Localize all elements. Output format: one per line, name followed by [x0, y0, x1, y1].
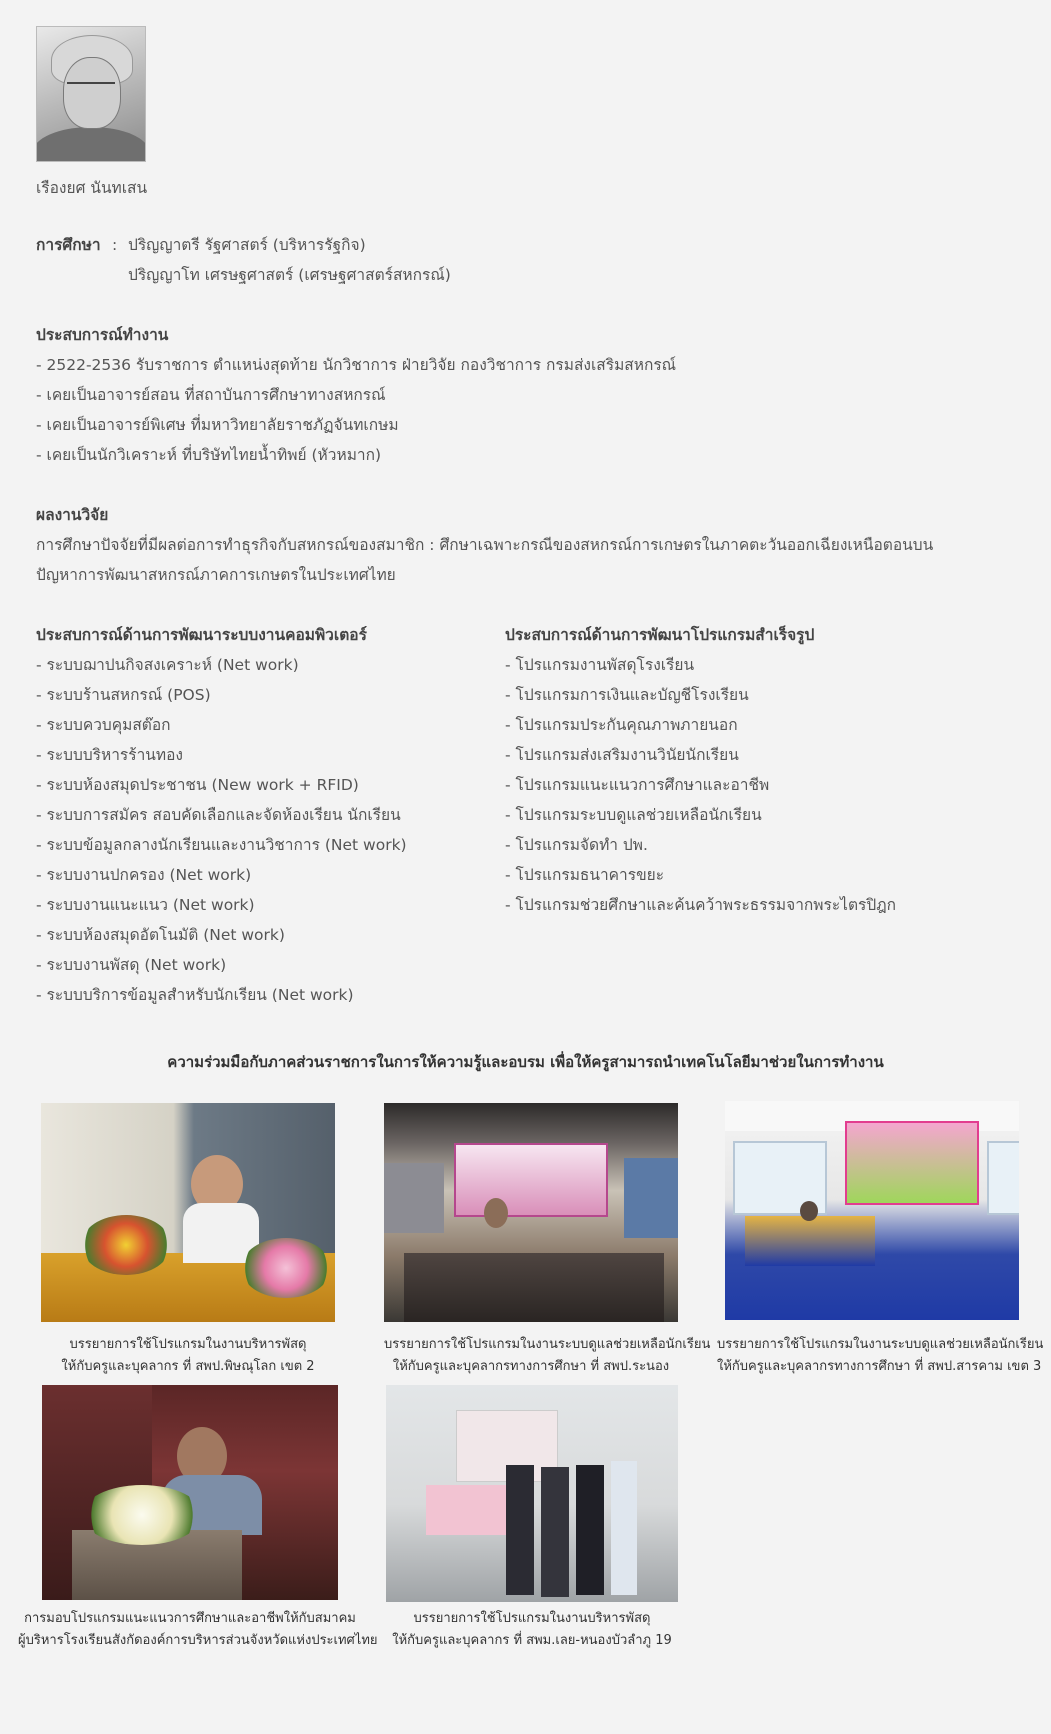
caption-line: บรรยายการใช้โปรแกรมในงานระบบดูแลช่วยเหลือนักเรียน	[384, 1337, 711, 1352]
list-item: - โปรแกรมส่งเสริมงานวินัยนักเรียน	[505, 746, 739, 764]
list-item: - ระบบบริการข้อมูลสำหรับนักเรียน (Net work)	[36, 986, 354, 1004]
caption-line: บรรยายการใช้โปรแกรมในงานบริหารพัสดุ	[69, 1337, 307, 1352]
education-row	[36, 260, 1026, 290]
list-item: - ระบบร้านสหกรณ์ (POS)	[36, 686, 211, 704]
list-item: - ระบบฌาปนกิจสงเคราะห์ (Net work)	[36, 656, 299, 674]
photo-caption	[717, 1334, 1044, 1378]
list-item: - ระบบควบคุมสต๊อก	[36, 716, 171, 734]
list-item: - ระบบการสมัคร สอบคัดเลือกและจัดห้องเรียน นักเรียน	[36, 806, 401, 824]
experience-heading: ประสบการณ์ทำงาน	[36, 326, 169, 344]
list-item: - ระบบห้องสมุดอัตโนมัติ (Net work)	[36, 926, 285, 944]
caption-line: บรรยายการใช้โปรแกรมในงานบริหารพัสดุ	[413, 1611, 651, 1626]
list-item: - ระบบงานปกครอง (Net work)	[36, 866, 252, 884]
list-item: - โปรแกรมประกันคุณภาพภายนอก	[505, 716, 738, 734]
list-item: - ระบบงานพัสดุ (Net work)	[36, 956, 227, 974]
caption-line: ให้กับครูและบุคลากร ที่ สพม.เลย-หนองบัวลำภู 19	[392, 1633, 672, 1648]
education-row	[36, 230, 1026, 260]
gallery-photo[interactable]	[725, 1101, 1019, 1320]
education-degree: ปริญญาโท เศรษฐศาสตร์ (เศรษฐศาสตร์สหกรณ์)	[128, 266, 451, 284]
experience-item: - 2522-2536 รับราชการ ตำแหน่งสุดท้าย นักวิชาการ ฝ่ายวิจัย กองวิชาการ กรมส่งเสริมสหกรณ์	[36, 356, 677, 374]
list-item: - ระบบบริหารร้านทอง	[36, 746, 183, 764]
list-item: - ระบบข้อมูลกลางนักเรียนและงานวิชาการ (Net work)	[36, 836, 407, 854]
gallery-photo[interactable]	[384, 1103, 678, 1322]
education-separator: :	[112, 236, 118, 254]
experience-item: - เคยเป็นอาจารย์พิเศษ ที่มหาวิทยาลัยราชภัฏจันทเกษม	[36, 416, 399, 434]
caption-line: ให้กับครูและบุคลากรทางการศึกษา ที่ สพป.ระนอง	[392, 1359, 670, 1374]
photo-caption	[380, 1608, 684, 1652]
computer-systems-list	[36, 620, 505, 1010]
list-item: - โปรแกรมระบบดูแลช่วยเหลือนักเรียน	[505, 806, 762, 824]
software-packages-heading: ประสบการณ์ด้านการพัฒนาโปรแกรมสำเร็จรูป	[505, 626, 815, 644]
list-item: - โปรแกรมธนาคารขยะ	[505, 866, 665, 884]
experience-columns	[36, 620, 1026, 1010]
gallery-title: ความร่วมมือกับภาคส่วนราชการในการให้ความรู้และอบรม เพื่อให้ครูสามารถนำเทคโนโลยีมาช่วยในการทำงาน	[167, 1053, 884, 1071]
list-item: - ระบบห้องสมุดประชาชน (New work + RFID)	[36, 776, 359, 794]
caption-line: การมอบโปรแกรมแนะแนวการศึกษาและอาชีพให้กับสมาคม	[24, 1611, 356, 1626]
list-item: - ระบบงานแนะแนว (Net work)	[36, 896, 255, 914]
computer-systems-heading: ประสบการณ์ด้านการพัฒนาระบบงานคอมพิวเตอร์	[36, 626, 367, 644]
portrait-photo	[36, 26, 146, 162]
list-item: - โปรแกรมจัดทำ ปพ.	[505, 836, 648, 854]
photo-caption	[41, 1334, 335, 1378]
gallery-photo[interactable]	[41, 1103, 335, 1322]
list-item: - โปรแกรมงานพัสดุโรงเรียน	[505, 656, 695, 674]
research-item: ปัญหาการพัฒนาสหกรณ์ภาคการเกษตรในประเทศไทย	[36, 566, 396, 584]
list-item: - โปรแกรมแนะแนวการศึกษาและอาชีพ	[505, 776, 770, 794]
gallery-photo[interactable]	[42, 1385, 338, 1600]
caption-line: ผู้บริหารโรงเรียนสังกัดองค์การบริหารส่วนจังหวัดแห่งประเทศไทย	[18, 1633, 378, 1648]
photo-caption	[18, 1608, 378, 1652]
research-heading: ผลงานวิจัย	[36, 506, 109, 524]
caption-line: ให้กับครูและบุคลากรทางการศึกษา ที่ สพป.สารคาม เขต 3	[717, 1359, 1042, 1374]
caption-line: บรรยายการใช้โปรแกรมในงานระบบดูแลช่วยเหลือนักเรียน	[717, 1337, 1044, 1352]
photo-caption	[384, 1334, 711, 1378]
experience-item: - เคยเป็นอาจารย์สอน ที่สถาบันการศึกษาทางสหกรณ์	[36, 386, 386, 404]
experience-item: - เคยเป็นนักวิเคราะห์ ที่บริษัทไทยน้ำทิพย์ (หัวหมาก)	[36, 446, 382, 464]
gallery-photo[interactable]	[386, 1385, 678, 1602]
profile-content	[36, 26, 1026, 1010]
research-item: การศึกษาปัจจัยที่มีผลต่อการทำธุรกิจกับสหกรณ์ของสมาชิก : ศึกษาเฉพาะกรณีของสหกรณ์การเกษตรในภาคตะวันออกเฉียงเหนือตอนบน	[36, 536, 934, 554]
list-item: - โปรแกรมช่วยศึกษาและค้นคว้าพระธรรมจากพระไตรปิฎก	[505, 896, 896, 914]
caption-line: ให้กับครูและบุคลากร ที่ สพป.พิษณุโลก เขต 2	[61, 1359, 315, 1374]
list-item: - โปรแกรมการเงินและบัญชีโรงเรียน	[505, 686, 749, 704]
education-degree: ปริญญาตรี รัฐศาสตร์ (บริหารรัฐกิจ)	[128, 236, 366, 254]
person-name: เรืองยศ นันทเสน	[36, 179, 148, 197]
education-label: การศึกษา	[36, 236, 101, 254]
software-packages-list	[505, 620, 985, 1010]
